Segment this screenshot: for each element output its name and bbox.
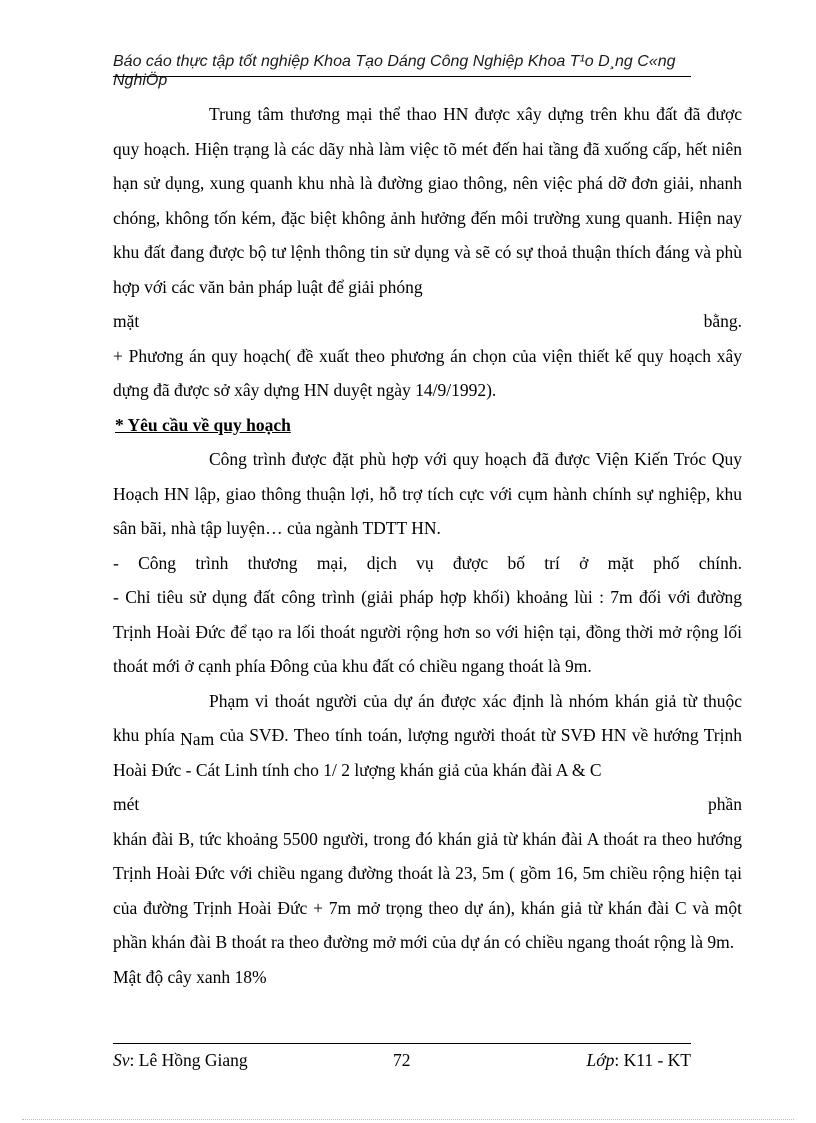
paragraph-commercial: - Công trình thương mại, dịch vụ được bố trí ở mặt phố chính. <box>113 552 742 573</box>
footer-class <box>587 1050 691 1071</box>
paragraph-planning-option: + Phương án quy hoạch( đề xuất theo phương án chọn của viện thiết kế quy hoạch xây dựng đã được sở xây dựng HN duyệt ngày 14/9/1992). <box>113 345 742 400</box>
footer-class-label: Lớp <box>586 1050 615 1070</box>
footer-rule <box>113 1043 691 1044</box>
page-edge-divider <box>22 1119 794 1120</box>
page-number: 72 <box>393 1050 411 1070</box>
paragraph-site-description: Trung tâm thương mại thể thao HN được xây dựng trên khu đất đã được quy hoạch. Hiện trạng là các dãy nhà làm việc tõ mét đến hai tầng đã xuống cấp, hết niên hạn sử dụng, xung quanh khu nhà là đường giao thông, nên việc phá dỡ đơn giải, nhanh chóng, không tốn kém, đặc biệt không ảnh hưởng đến môi trường xung quanh. Hiện nay khu đất đang được bộ tư lệnh thông tin sử dụng và sẽ có sự thoả thuận thích đáng và phù hợp với các văn bản pháp luật để giải phóng <box>113 104 742 297</box>
section-heading: * Yêu cầu về quy hoạch <box>115 414 291 435</box>
paragraph-land-use: - Chỉ tiêu sử dụng đất công trình (giải pháp hợp khối) khoảng lùi : 7m đối với đường Trịnh Hoài Đức để tạo ra lối thoát người rộng hơn so với hiện tại, đồng thời mở rộng lối thoát mới ở cạnh phía Đông của khu đất có chiều ngang thoát là 9m. <box>113 587 742 676</box>
page-footer <box>113 1050 691 1074</box>
footer-student-label: Sv <box>113 1050 130 1070</box>
document-body <box>113 97 742 994</box>
evacuation-text-a: Phạm vi thoát người của dự án được xác định là nhóm khán giả từ thuộc khu phía <box>113 690 742 745</box>
footer-class-value: : K11 - KT <box>614 1050 691 1070</box>
footer-student-name: : Lê Hồng Giang <box>129 1050 248 1070</box>
evacuation-text-nam: Nam <box>180 729 215 749</box>
paragraph-evacuation-end: mét phần <box>113 794 742 814</box>
footer-student <box>113 1050 248 1071</box>
evacuation-text-b: của SVĐ. Theo tính toán, lượng người thoát từ SVĐ HN về hướng Trịnh Hoài Đức - Cát Linh tính cho 1/ 2 lượng khán giả của khán đài A & C <box>113 725 742 780</box>
paragraph-evacuation <box>113 684 742 788</box>
header-rule <box>113 76 691 77</box>
running-header: Báo cáo thực tập tốt nghiệp Khoa Tạo Dáng Công Nghiệp Khoa T¹o D¸ng C«ng NghiÖp <box>113 53 676 89</box>
paragraph-site-description-end: mặt bằng. <box>113 311 742 331</box>
paragraph-stands: khán đài B, tức khoảng 5500 người, trong đó khán giả từ khán đài A thoát ra theo hướng Trịnh Hoài Đức với chiều ngang đường thoát là 23, 5m ( gồm 16, 5m chiều rộng hiện tại của đường Trịnh Hoài Đức + 7m mở trọng theo dự án), khán giả từ khán đài C và một phần khán đài B thoát ra theo đường mở mới của dự án có chiều ngang thoát rộng là 9m. <box>113 828 742 952</box>
paragraph-planning-requirements: Công trình được đặt phù hợp với quy hoạch đã được Viện Kiến Tróc Quy Hoạch HN lập, giao thông thuận lợi, hỗ trợ tích cực với cụm hành chính sự nghiệp, khu sân bãi, nhà tập luyện… của ngành TDTT HN. <box>113 449 742 538</box>
paragraph-green-density: Mật độ cây xanh 18% <box>113 966 267 987</box>
